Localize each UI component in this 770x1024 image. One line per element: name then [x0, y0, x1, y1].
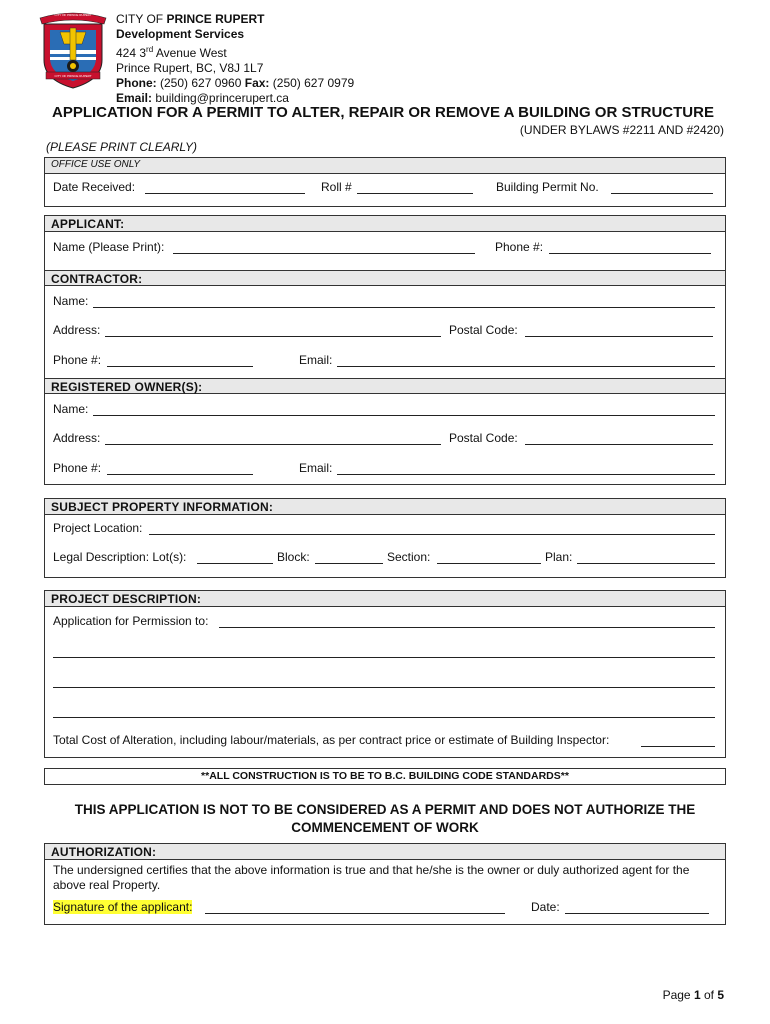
logo-bottom-text: CITY OF PRINCE RUPERT [54, 74, 92, 78]
owner-name-field[interactable] [93, 404, 715, 416]
date-field[interactable] [565, 902, 709, 914]
legal-lots-field[interactable] [197, 552, 273, 564]
roll-label: Roll # [321, 180, 352, 194]
contractor-header: CONTRACTOR: [45, 270, 725, 286]
contractor-phone-label: Phone #: [53, 353, 102, 367]
contractor-address-label: Address: [53, 323, 101, 337]
city-postal: Prince Rupert, BC, V8J 1L7 [116, 61, 264, 75]
owner-email-field[interactable] [337, 463, 715, 475]
total-cost-label: Total Cost of Alteration, including labour/materials, as per contract price or estimate of Building Inspector: [53, 733, 610, 747]
code-notice: **ALL CONSTRUCTION IS TO BE TO B.C. BUILDING CODE STANDARDS** [201, 770, 569, 782]
owner-phone-label: Phone #: [53, 461, 102, 475]
description-line-2[interactable] [53, 646, 715, 658]
property-header: SUBJECT PROPERTY INFORMATION: [45, 499, 725, 515]
code-notice-box [44, 768, 726, 785]
block-label: Block: [277, 550, 310, 564]
roll-field[interactable] [357, 182, 473, 194]
phone-fax: Phone: (250) 627 0960 Fax: (250) 627 0979 [116, 76, 355, 90]
owner-postal-label: Postal Code: [449, 431, 518, 445]
authorization-header: AUTHORIZATION: [45, 844, 725, 860]
email-line: Email: building@princerupert.ca [116, 91, 289, 105]
applicant-name-label: Name (Please Print): [53, 240, 165, 254]
owner-address-label: Address: [53, 431, 101, 445]
address-block [116, 12, 354, 106]
date-received-label: Date Received: [53, 180, 136, 194]
project-header: PROJECT DESCRIPTION: [45, 591, 725, 607]
office-use-header: OFFICE USE ONLY [45, 158, 725, 174]
plan-label: Plan: [545, 550, 573, 564]
owner-name-label: Name: [53, 402, 89, 416]
contractor-postal-field[interactable] [525, 325, 713, 337]
owner-phone-field[interactable] [107, 463, 253, 475]
owner-email-label: Email: [299, 461, 333, 475]
applicant-header: APPLICANT: [45, 216, 725, 232]
permit-no-label: Building Permit No. [496, 180, 599, 194]
date-label: Date: [531, 900, 560, 914]
owner-address-field[interactable] [105, 433, 441, 445]
permission-field[interactable] [219, 616, 715, 628]
permission-label: Application for Permission to: [53, 614, 209, 628]
description-line-3[interactable] [53, 676, 715, 688]
contractor-email-field[interactable] [337, 355, 715, 367]
applicant-phone-label: Phone #: [495, 240, 544, 254]
logo-top-text: CITY OF PRINCE RUPERT [54, 13, 92, 17]
permit-no-field[interactable] [611, 182, 713, 194]
parties-box [44, 215, 726, 485]
project-location-field[interactable] [149, 523, 715, 535]
section-label: Section: [387, 550, 431, 564]
disclaimer: THIS APPLICATION IS NOT TO BE CONSIDERED AS A PERMIT AND DOES NOT AUTHORIZE THE COMMENCEMENT OF WORK [74, 802, 696, 835]
contractor-name-field[interactable] [93, 296, 715, 308]
signature-label: Signature of the applicant: [53, 900, 193, 914]
description-line-4[interactable] [53, 706, 715, 718]
section-field[interactable] [437, 552, 541, 564]
contractor-phone-field[interactable] [107, 355, 253, 367]
page-number: Page 1 of 5 [662, 988, 724, 1002]
print-clearly-note: (PLEASE PRINT CLEARLY) [46, 140, 197, 154]
page-title: APPLICATION FOR A PERMIT TO ALTER, REPAIR OR REMOVE A BUILDING OR STRUCTURE [52, 104, 714, 121]
property-box [44, 498, 726, 578]
city-logo [38, 10, 108, 90]
owner-header: REGISTERED OWNER(S): [45, 378, 725, 394]
page-subtitle: (UNDER BYLAWS #2211 AND #2420) [519, 123, 724, 137]
contractor-name-label: Name: [53, 294, 89, 308]
applicant-phone-field[interactable] [549, 242, 711, 254]
block-field[interactable] [315, 552, 383, 564]
city-line: CITY OF PRINCE RUPERT [116, 12, 265, 26]
office-use-box [44, 157, 726, 207]
authorization-box [44, 843, 726, 925]
applicant-name-field[interactable] [173, 242, 475, 254]
contractor-postal-label: Postal Code: [449, 323, 518, 337]
owner-postal-field[interactable] [525, 433, 713, 445]
contractor-address-field[interactable] [105, 325, 441, 337]
signature-field[interactable] [205, 902, 505, 914]
date-received-field[interactable] [145, 182, 305, 194]
authorization-text: The undersigned certifies that the above information is true and that he/she is the owner or duly authorized agent for the above real Property. [53, 863, 690, 892]
total-cost-field[interactable] [641, 735, 715, 747]
plan-field[interactable] [577, 552, 715, 564]
contractor-email-label: Email: [299, 353, 333, 367]
legal-lots-label: Legal Description: Lot(s): [53, 550, 187, 564]
department: Development Services [116, 27, 245, 41]
street-address: 424 3rd Avenue West [116, 45, 227, 60]
project-box [44, 590, 726, 758]
project-location-label: Project Location: [53, 521, 143, 535]
